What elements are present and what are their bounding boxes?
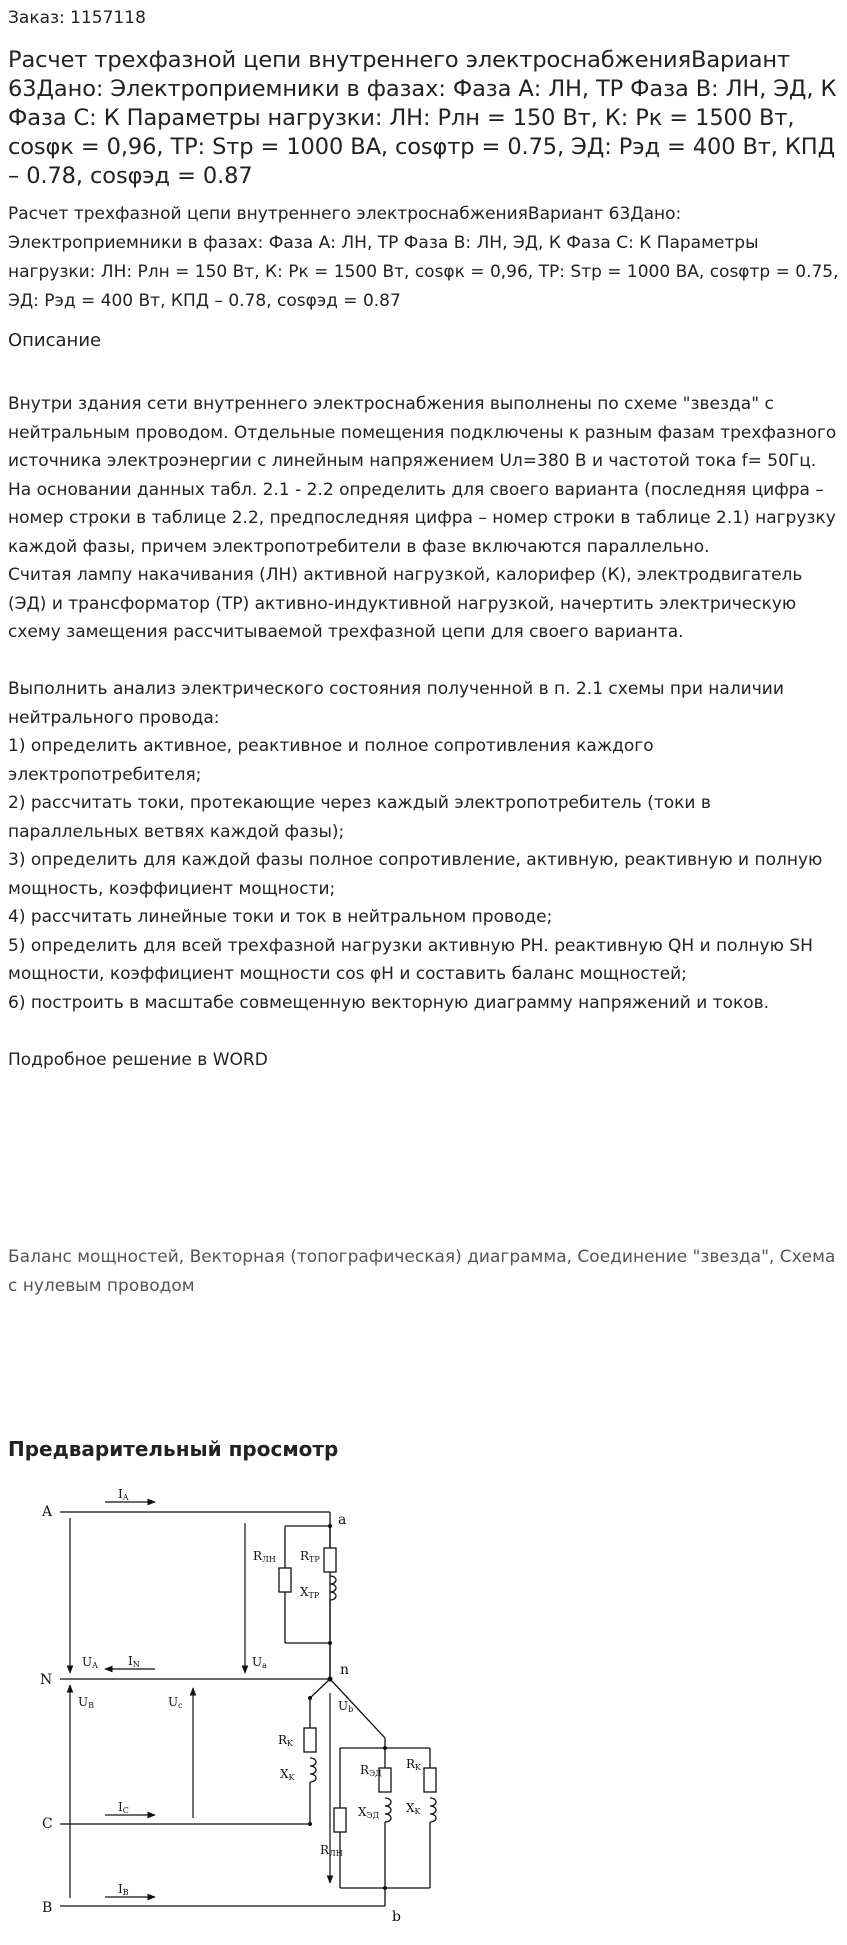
label-node-b: b <box>392 1909 401 1925</box>
label-xed: X <box>358 1805 367 1819</box>
label-rln-b: R <box>320 1843 330 1857</box>
label-rln-b-sub: ЛН <box>329 1849 343 1858</box>
label-voltage-ub: U <box>78 1695 89 1709</box>
label-current-ic: I <box>118 1800 123 1814</box>
label-voltage-ua: U <box>82 1655 93 1669</box>
label-rk-b-sub: K <box>415 1763 422 1772</box>
svg-text:RK <box>278 1733 294 1748</box>
description-text: Внутри здания сети внутреннего электроснабжения выполнены по схеме "звезда" с нейтральным проводом. Отдельные помещения подключены к разным фазам трехфазного источника электроэнергии с линейным напряжением Uл=380 В и частотой тока f= 50Гц. На основании данных табл. 2.1 - 2.2 определить для своего варианта (последняя цифра – номер строки в таблице 2.2, предпоследняя цифра – номер строки в таблице 2.1) нагрузку каждой фазы, причем электропотребители в фазе включаются параллельно. Считая лампу накачивания (ЛН) активной нагрузкой, калорифер (К), электродвигатель (ЭД) и трансформатор (ТР) активно-индуктивной нагрузкой, начертить электрическую схему замещения рассчитываемой трехфазной цепи для своего варианта. Выполнить анализ электрического состояния полученной в п. 2.1 схемы при наличии нейтрального провода: 1) определить активное, реактивное и полное сопротивления каждого электропотребителя; 2) рассчитать токи, протекающие через каждый электропотребитель (токи в параллельных ветвях каждой фазы); 3) определить для каждой фазы полное сопротивление, активную, реактивную и полную мощность, коэффициент мощности; 4) рассчитать линейные токи и ток в нейтральном проводе; 5) определить для всей трехфазной нагрузки активную PН. реактивную QН и полную SН мощности, коэффициент мощности cos φН и составить баланс мощностей; 6) построить в масштабе совмещенную векторную диаграмму напряжений и токов. Подробное решение в WORD <box>8 394 837 1070</box>
svg-text:UB <box>78 1695 94 1710</box>
preview-heading: Предварительный просмотр <box>8 1437 339 1461</box>
label-rk-b: R <box>406 1757 416 1771</box>
resistor-rk-c <box>304 1728 316 1752</box>
label-current-ib: I <box>118 1882 123 1896</box>
tag-separator: , <box>566 1247 578 1267</box>
tag-separator: , <box>178 1247 190 1267</box>
label-rtr-sub: ТР <box>309 1555 320 1564</box>
resistor-rtr <box>324 1548 336 1572</box>
label-xk-b: X <box>406 1801 415 1815</box>
tag-list <box>8 1243 840 1301</box>
label-voltage-uc: U <box>168 1695 179 1709</box>
svg-text:XK <box>406 1801 422 1816</box>
svg-text:IA <box>118 1487 129 1502</box>
label-xtr-sub: ТР <box>308 1591 320 1600</box>
inductor-xk-c <box>310 1758 316 1782</box>
label-rk-c: R <box>278 1733 288 1747</box>
label-red: R <box>360 1763 370 1777</box>
tag-link[interactable]: Баланс мощностей <box>8 1247 179 1267</box>
label-xtr: X <box>300 1585 309 1599</box>
inductor-xed <box>385 1798 391 1822</box>
label-xk-c-sub: K <box>288 1773 295 1782</box>
label-voltage-ua-phase-sub: a <box>262 1661 267 1670</box>
label-xk-b-sub: K <box>414 1807 421 1816</box>
svg-text:XK <box>280 1767 296 1782</box>
label-red-sub: ЭД <box>369 1769 382 1778</box>
inductor-xk-b <box>430 1798 436 1822</box>
label-current-in-sub: N <box>132 1660 140 1669</box>
svg-text:RЛН <box>253 1549 276 1564</box>
resistor-rk-b <box>424 1768 436 1792</box>
label-rtr: R <box>300 1549 310 1563</box>
svg-text:RЭД <box>360 1763 382 1778</box>
tag-link[interactable]: Схема с нулевым проводом <box>8 1247 836 1296</box>
svg-text:Uc <box>168 1695 183 1710</box>
label-current-ib-sub: B <box>122 1888 129 1897</box>
svg-text:IN <box>128 1654 140 1669</box>
page-title: Расчет трехфазной цепи внутреннего электроснабженияВариант 63Дано: Электроприемники в фазах: Фаза А: ЛН, ТР Фаза В: ЛН, ЭД, К Фаза С: К Параметры нагрузки: ЛН: Pлн = 150 Вт, К: Рк = 1500 Вт, cosφк = 0,96, ТР: Sтр = 1000 ВА, cosφтр = 0.75, ЭД: Pэд = 400 Вт, КПД – 0.78, cosφэд = 0.87 <box>8 47 837 189</box>
resistor-rln-b <box>334 1808 346 1832</box>
label-voltage-ub-sub: B <box>88 1701 95 1710</box>
label-xk-c: X <box>280 1767 289 1781</box>
tag-link[interactable]: Соединение "звезда" <box>577 1247 769 1267</box>
svg-text:RK <box>406 1757 422 1772</box>
circuit-schematic <box>30 1478 450 1938</box>
label-node-a: a <box>338 1512 347 1528</box>
svg-text:RЛН <box>320 1843 343 1858</box>
label-line-b: B <box>42 1900 53 1916</box>
description-heading: Описание <box>8 330 102 351</box>
summary-text: Расчет трехфазной цепи внутреннего электроснабженияВариант 63Дано: Электроприемники в фазах: Фаза А: ЛН, ТР Фаза В: ЛН, ЭД, К Фаза С: К Параметры нагрузки: ЛН: Pлн = 150 Вт, К: Рк = 1500 Вт, cosφк = 0,96, ТР: Sтр = 1000 ВА, cosφтр = 0.75, ЭД: Pэд = 400 Вт, КПД – 0.78, cosφэд = 0.87 <box>8 204 839 311</box>
label-rln-a-sub: ЛН <box>262 1555 276 1564</box>
svg-text:UA <box>82 1655 98 1670</box>
label-current-ic-sub: C <box>122 1806 129 1815</box>
svg-text:IC <box>118 1800 129 1815</box>
label-voltage-ua-sub: A <box>92 1661 98 1670</box>
label-voltage-ua-phase: U <box>252 1655 263 1669</box>
svg-text:IB <box>118 1882 129 1897</box>
label-line-a: A <box>42 1504 53 1520</box>
order-number: Заказ: 1157118 <box>8 8 146 28</box>
label-voltage-uc-sub: c <box>178 1701 183 1710</box>
svg-text:XЭД <box>358 1805 380 1820</box>
label-line-n: N <box>40 1672 53 1688</box>
label-current-ia: I <box>118 1487 123 1501</box>
label-node-n: n <box>340 1662 350 1678</box>
label-rln-a: R <box>253 1549 263 1563</box>
svg-text:RТР <box>300 1549 320 1564</box>
label-voltage-ub-phase-sub: b <box>348 1705 354 1714</box>
tag-link[interactable]: Векторная (топографическая) диаграмма <box>189 1247 567 1267</box>
label-voltage-ub-phase: U <box>338 1699 349 1713</box>
label-xed-sub: ЭД <box>366 1811 380 1820</box>
resistor-rln-a <box>279 1568 291 1592</box>
svg-text:XТР <box>300 1585 320 1600</box>
label-line-c: C <box>42 1816 53 1832</box>
label-current-ia-sub: A <box>122 1493 129 1502</box>
tag-separator: , <box>768 1247 780 1267</box>
svg-text:Ua <box>252 1655 267 1670</box>
label-rk-c-sub: K <box>287 1739 294 1748</box>
inductor-xtr <box>330 1576 336 1600</box>
label-current-in: I <box>128 1654 133 1668</box>
